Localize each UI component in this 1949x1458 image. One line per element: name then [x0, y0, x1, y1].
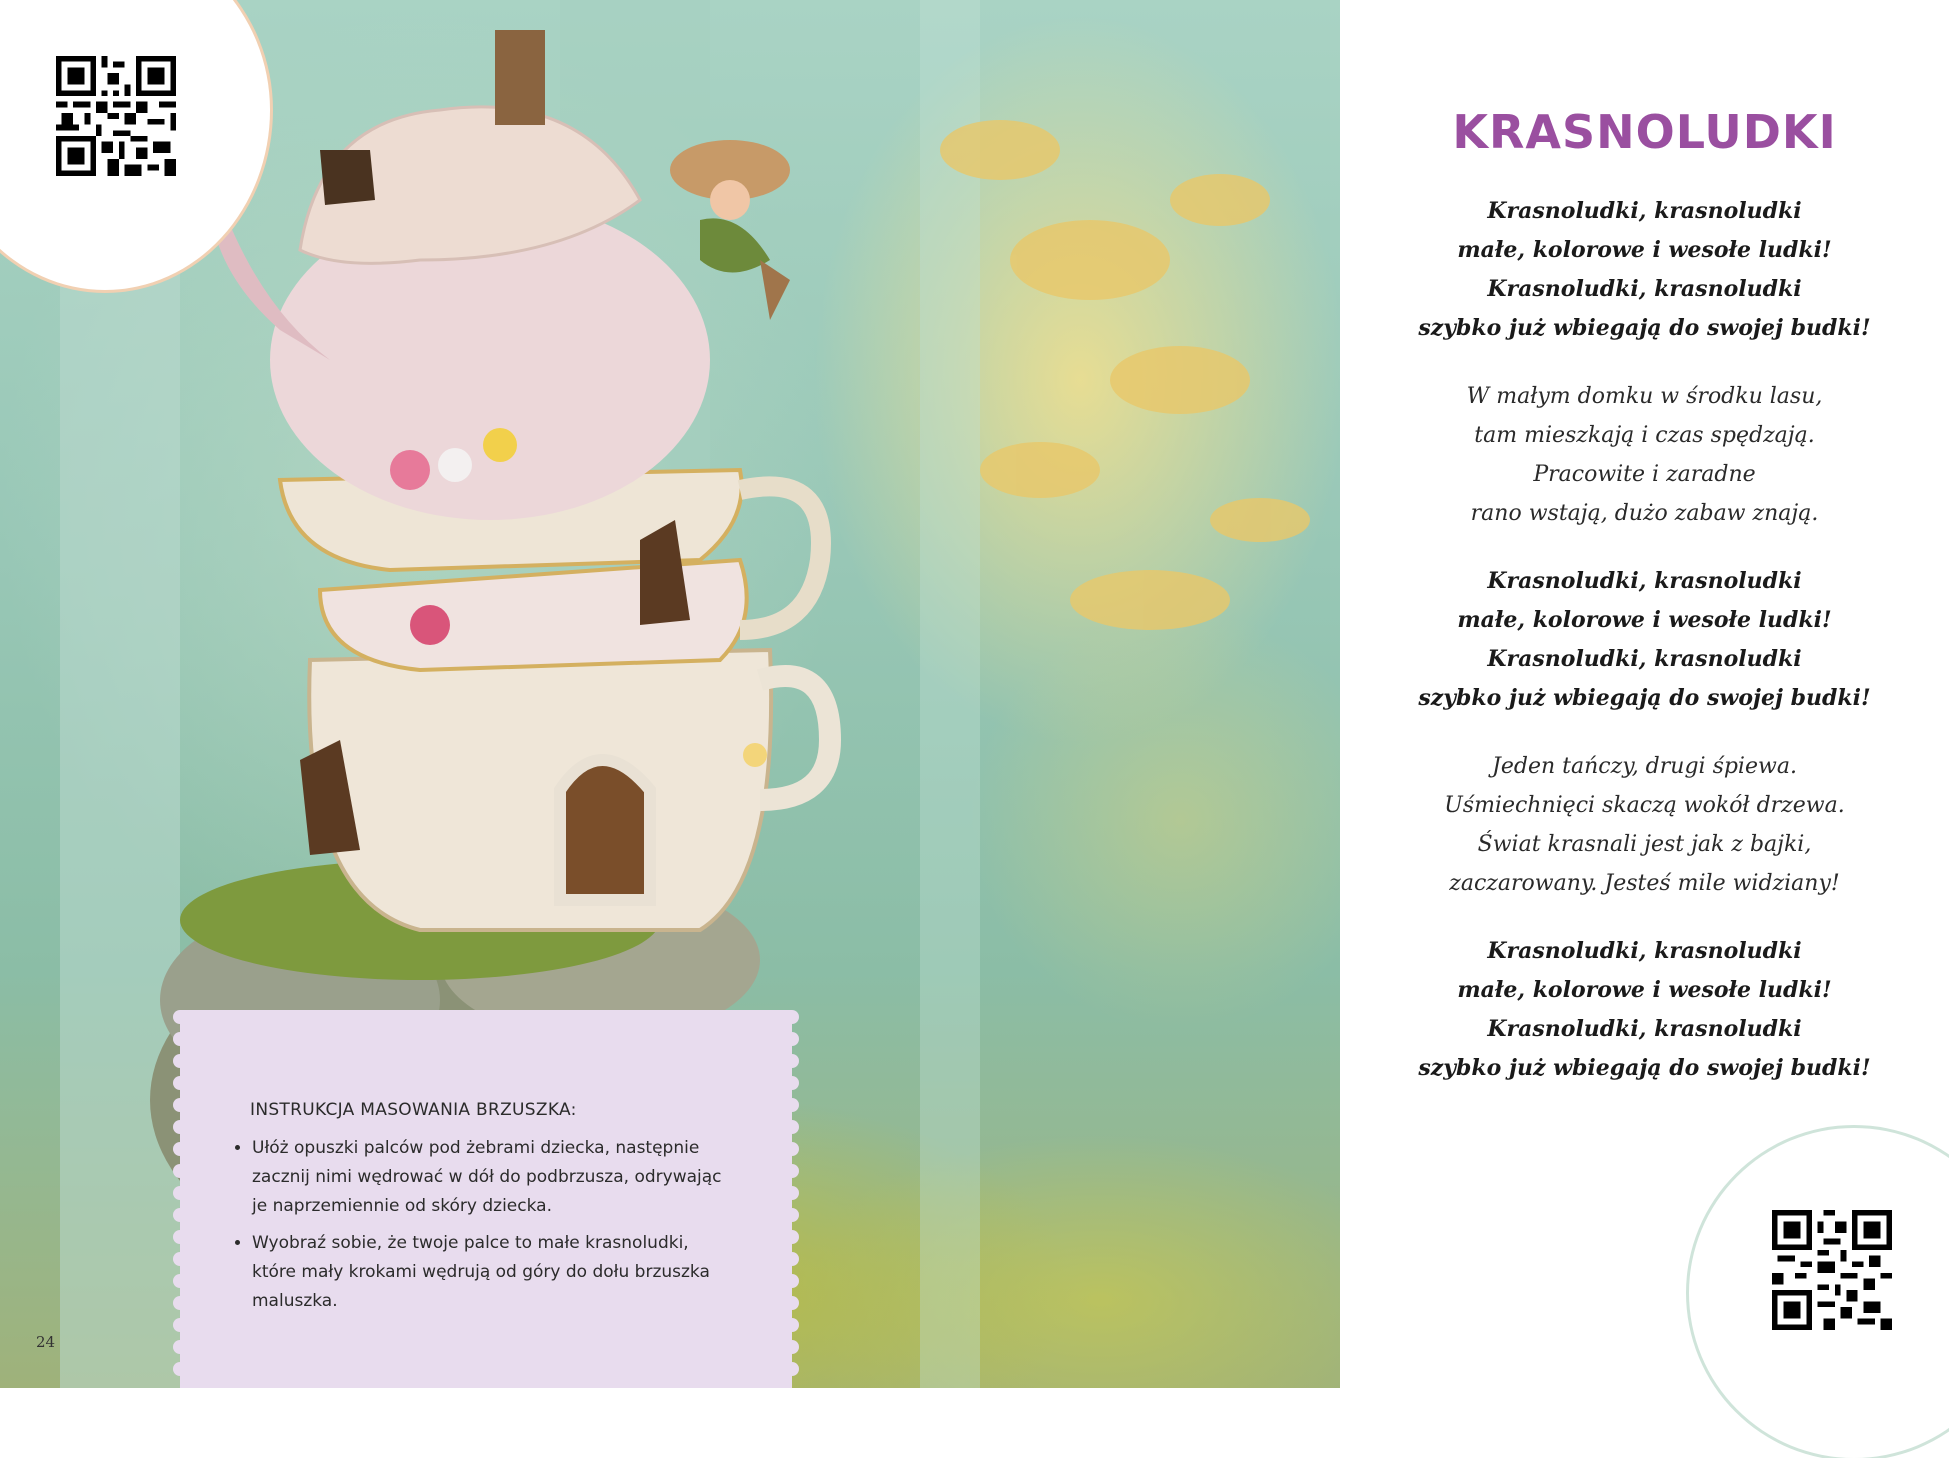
- lyric-line: W małym domku w środku lasu,: [1466, 384, 1823, 409]
- instruction-card: [180, 1010, 792, 1388]
- lyric-line: małe, kolorowe i wesołe ludki!: [1457, 607, 1832, 633]
- lyric-line: szybko już wbiegają do swojej budki!: [1418, 1055, 1871, 1081]
- lyric-line: Jeden tańczy, drugi śpiewa.: [1492, 754, 1797, 779]
- lyric-line: tam mieszkają i czas spędzają.: [1474, 423, 1815, 448]
- stanza-verse: [1340, 747, 1949, 903]
- lyric-line: małe, kolorowe i wesołe ludki!: [1457, 977, 1832, 1003]
- page-number: 24: [36, 1333, 56, 1351]
- instruction-title: INSTRUKCJA MASOWANIA BRZUSZKA:: [250, 1100, 577, 1120]
- song-lyrics: [1340, 192, 1949, 1117]
- lyric-line: Krasnoludki, krasnoludki: [1487, 276, 1802, 302]
- lyric-line: Krasnoludki, krasnoludki: [1487, 568, 1802, 594]
- lyric-line: rano wstają, dużo zabaw znają.: [1470, 501, 1819, 526]
- lyric-line: Krasnoludki, krasnoludki: [1487, 938, 1802, 964]
- lyric-line: Krasnoludki, krasnoludki: [1487, 198, 1802, 224]
- lyric-line: Uśmiechnięci skaczą wokół drzewa.: [1444, 793, 1845, 818]
- card-perforation-left: [173, 1010, 187, 1388]
- lyric-line: szybko już wbiegają do swojej budki!: [1418, 685, 1871, 711]
- instruction-item: • Ułóż opuszki palców pod żebrami dziecka, następnie zacznij nimi wędrować w dół do podbrzusza, odrywając je naprzemiennie od skóry dziecka.: [252, 1134, 732, 1221]
- song-title: KRASNOLUDKI: [1452, 105, 1837, 159]
- stanza-chorus: [1340, 562, 1949, 718]
- lyric-line: Krasnoludki, krasnoludki: [1487, 1016, 1802, 1042]
- lyrics-page: [1340, 0, 1949, 1388]
- stanza-chorus: [1340, 932, 1949, 1088]
- lyric-line: Pracowite i zaradne: [1533, 462, 1756, 487]
- lyric-line: szybko już wbiegają do swojej budki!: [1418, 315, 1871, 341]
- card-perforation-right: [785, 1010, 799, 1388]
- lyric-line: Świat krasnali jest jak z bajki,: [1477, 832, 1812, 857]
- stanza-chorus: [1340, 192, 1949, 348]
- qr-code-icon[interactable]: [1772, 1210, 1892, 1330]
- lyric-line: małe, kolorowe i wesołe ludki!: [1457, 237, 1832, 263]
- stanza-verse: [1340, 377, 1949, 533]
- lyric-line: zaczarowany. Jesteś mile widziany!: [1449, 871, 1840, 896]
- lyric-line: Krasnoludki, krasnoludki: [1487, 646, 1802, 672]
- instruction-list: [232, 1134, 732, 1324]
- instruction-item: • Wyobraź sobie, że twoje palce to małe krasnoludki, które mały krokami wędrują od góry do dołu brzuszka maluszka.: [252, 1229, 732, 1316]
- qr-code-icon[interactable]: [56, 56, 176, 176]
